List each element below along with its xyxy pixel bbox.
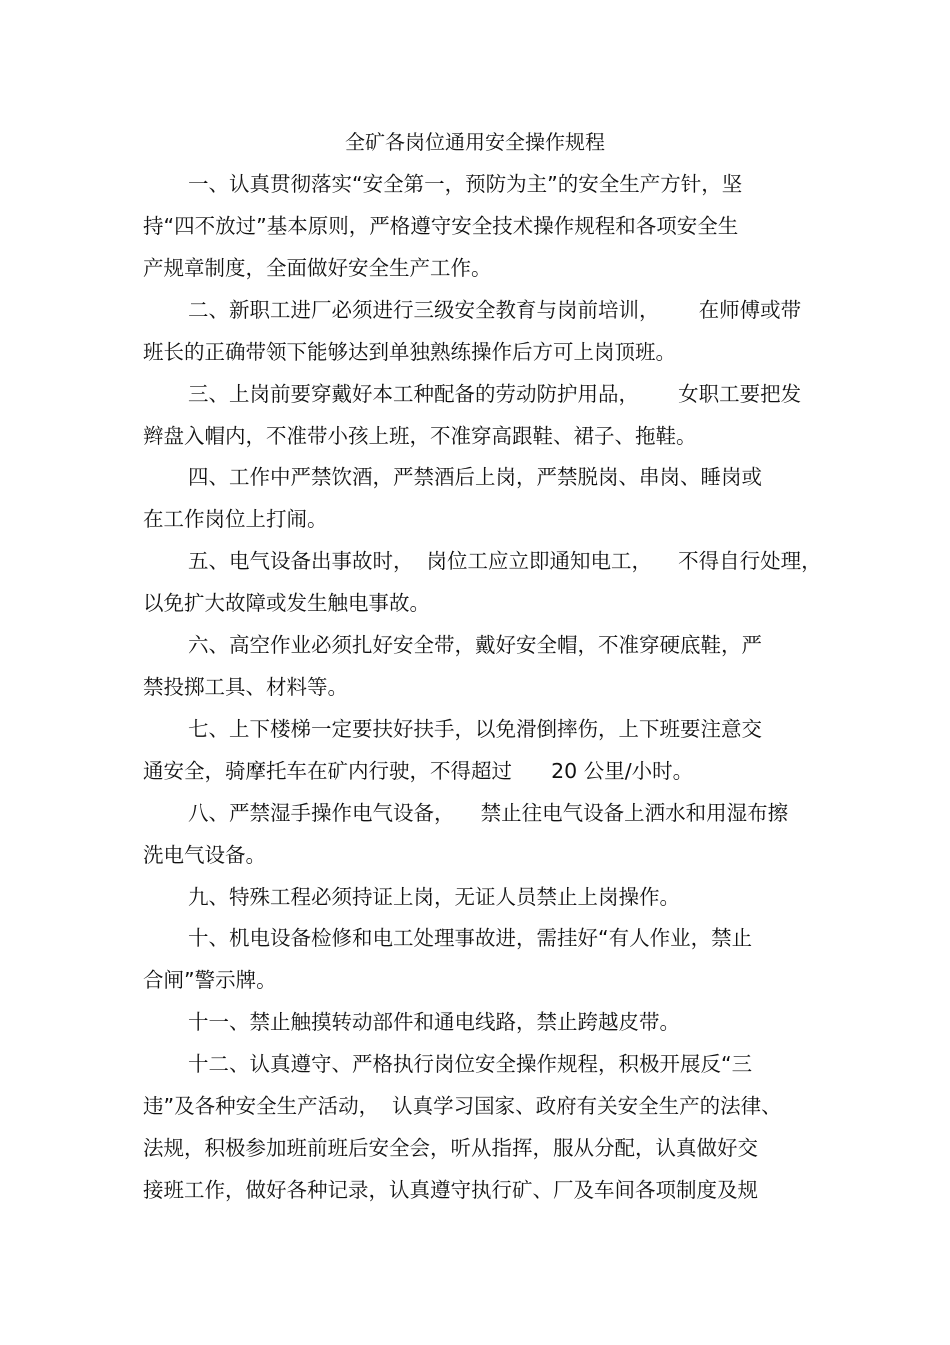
text-line: 十、机电设备检修和电工处理事故进，需挂好“有人作业，禁止 — [188, 926, 753, 950]
text-line: 法规，积极参加班前班后安全会，听从指挥，服从分配，认真做好交 — [143, 1136, 758, 1160]
text-line: 持“四不放过”基本原则，严格遵守安全技术操作规程和各项安全生 — [143, 214, 739, 238]
text-line: 通安全，骑摩托车在矿内行驶，不得超过 20 公里/小时。 — [143, 759, 694, 783]
text-line: 八、严禁湿手操作电气设备， 禁止往电气设备上洒水和用湿布擦 — [188, 801, 789, 825]
text-line: 九、特殊工程必须持证上岗，无证人员禁止上岗操作。 — [188, 885, 680, 909]
text-line: 六、高空作业必须扎好安全带，戴好安全帽，不准穿硬底鞋，严 — [188, 633, 762, 657]
text-line: 十一、禁止触摸转动部件和通电线路，禁止跨越皮带。 — [188, 1010, 680, 1034]
text-line: 一、认真贯彻落实“安全第一，预防为主”的安全生产方针，坚 — [188, 172, 743, 196]
text-line: 十二、认真遵守、严格执行岗位安全操作规程，积极开展反“三 — [188, 1052, 753, 1076]
text-line: 违”及各种安全生产活动， 认真学习国家、政府有关安全生产的法律、 — [143, 1094, 782, 1118]
text-line: 在工作岗位上打闹。 — [143, 507, 328, 531]
text-line: 以免扩大故障或发生触电事故。 — [143, 591, 430, 615]
text-line: 班长的正确带领下能够达到单独熟练操作后方可上岗顶班。 — [143, 340, 676, 364]
text-line: 接班工作，做好各种记录，认真遵守执行矿、厂及车间各项制度及规 — [143, 1178, 758, 1202]
text-line: 产规章制度，全面做好安全生产工作。 — [143, 256, 492, 280]
text-line: 辫盘入帽内，不准带小孩上班，不准穿高跟鞋、裙子、拖鞋。 — [143, 424, 697, 448]
document-title: 全矿各岗位通用安全操作规程 — [345, 130, 605, 154]
text-line: 二、新职工进厂必须进行三级安全教育与岗前培训， 在师傅或带 — [188, 298, 802, 322]
text-line: 五、电气设备出事故时， 岗位工应立即通知电工， 不得自行处理， — [188, 549, 822, 573]
text-line: 三、上岗前要穿戴好本工种配备的劳动防护用品， 女职工要把发 — [188, 382, 802, 406]
text-line: 合闸”警示牌。 — [143, 968, 277, 992]
text-line: 禁投掷工具、材料等。 — [143, 675, 348, 699]
text-line: 七、上下楼梯一定要扶好扶手，以免滑倒摔伤，上下班要注意交 — [188, 717, 762, 741]
text-line: 洗电气设备。 — [143, 843, 266, 867]
text-line: 四、工作中严禁饮酒，严禁酒后上岗，严禁脱岗、串岗、睡岗或 — [188, 465, 762, 489]
